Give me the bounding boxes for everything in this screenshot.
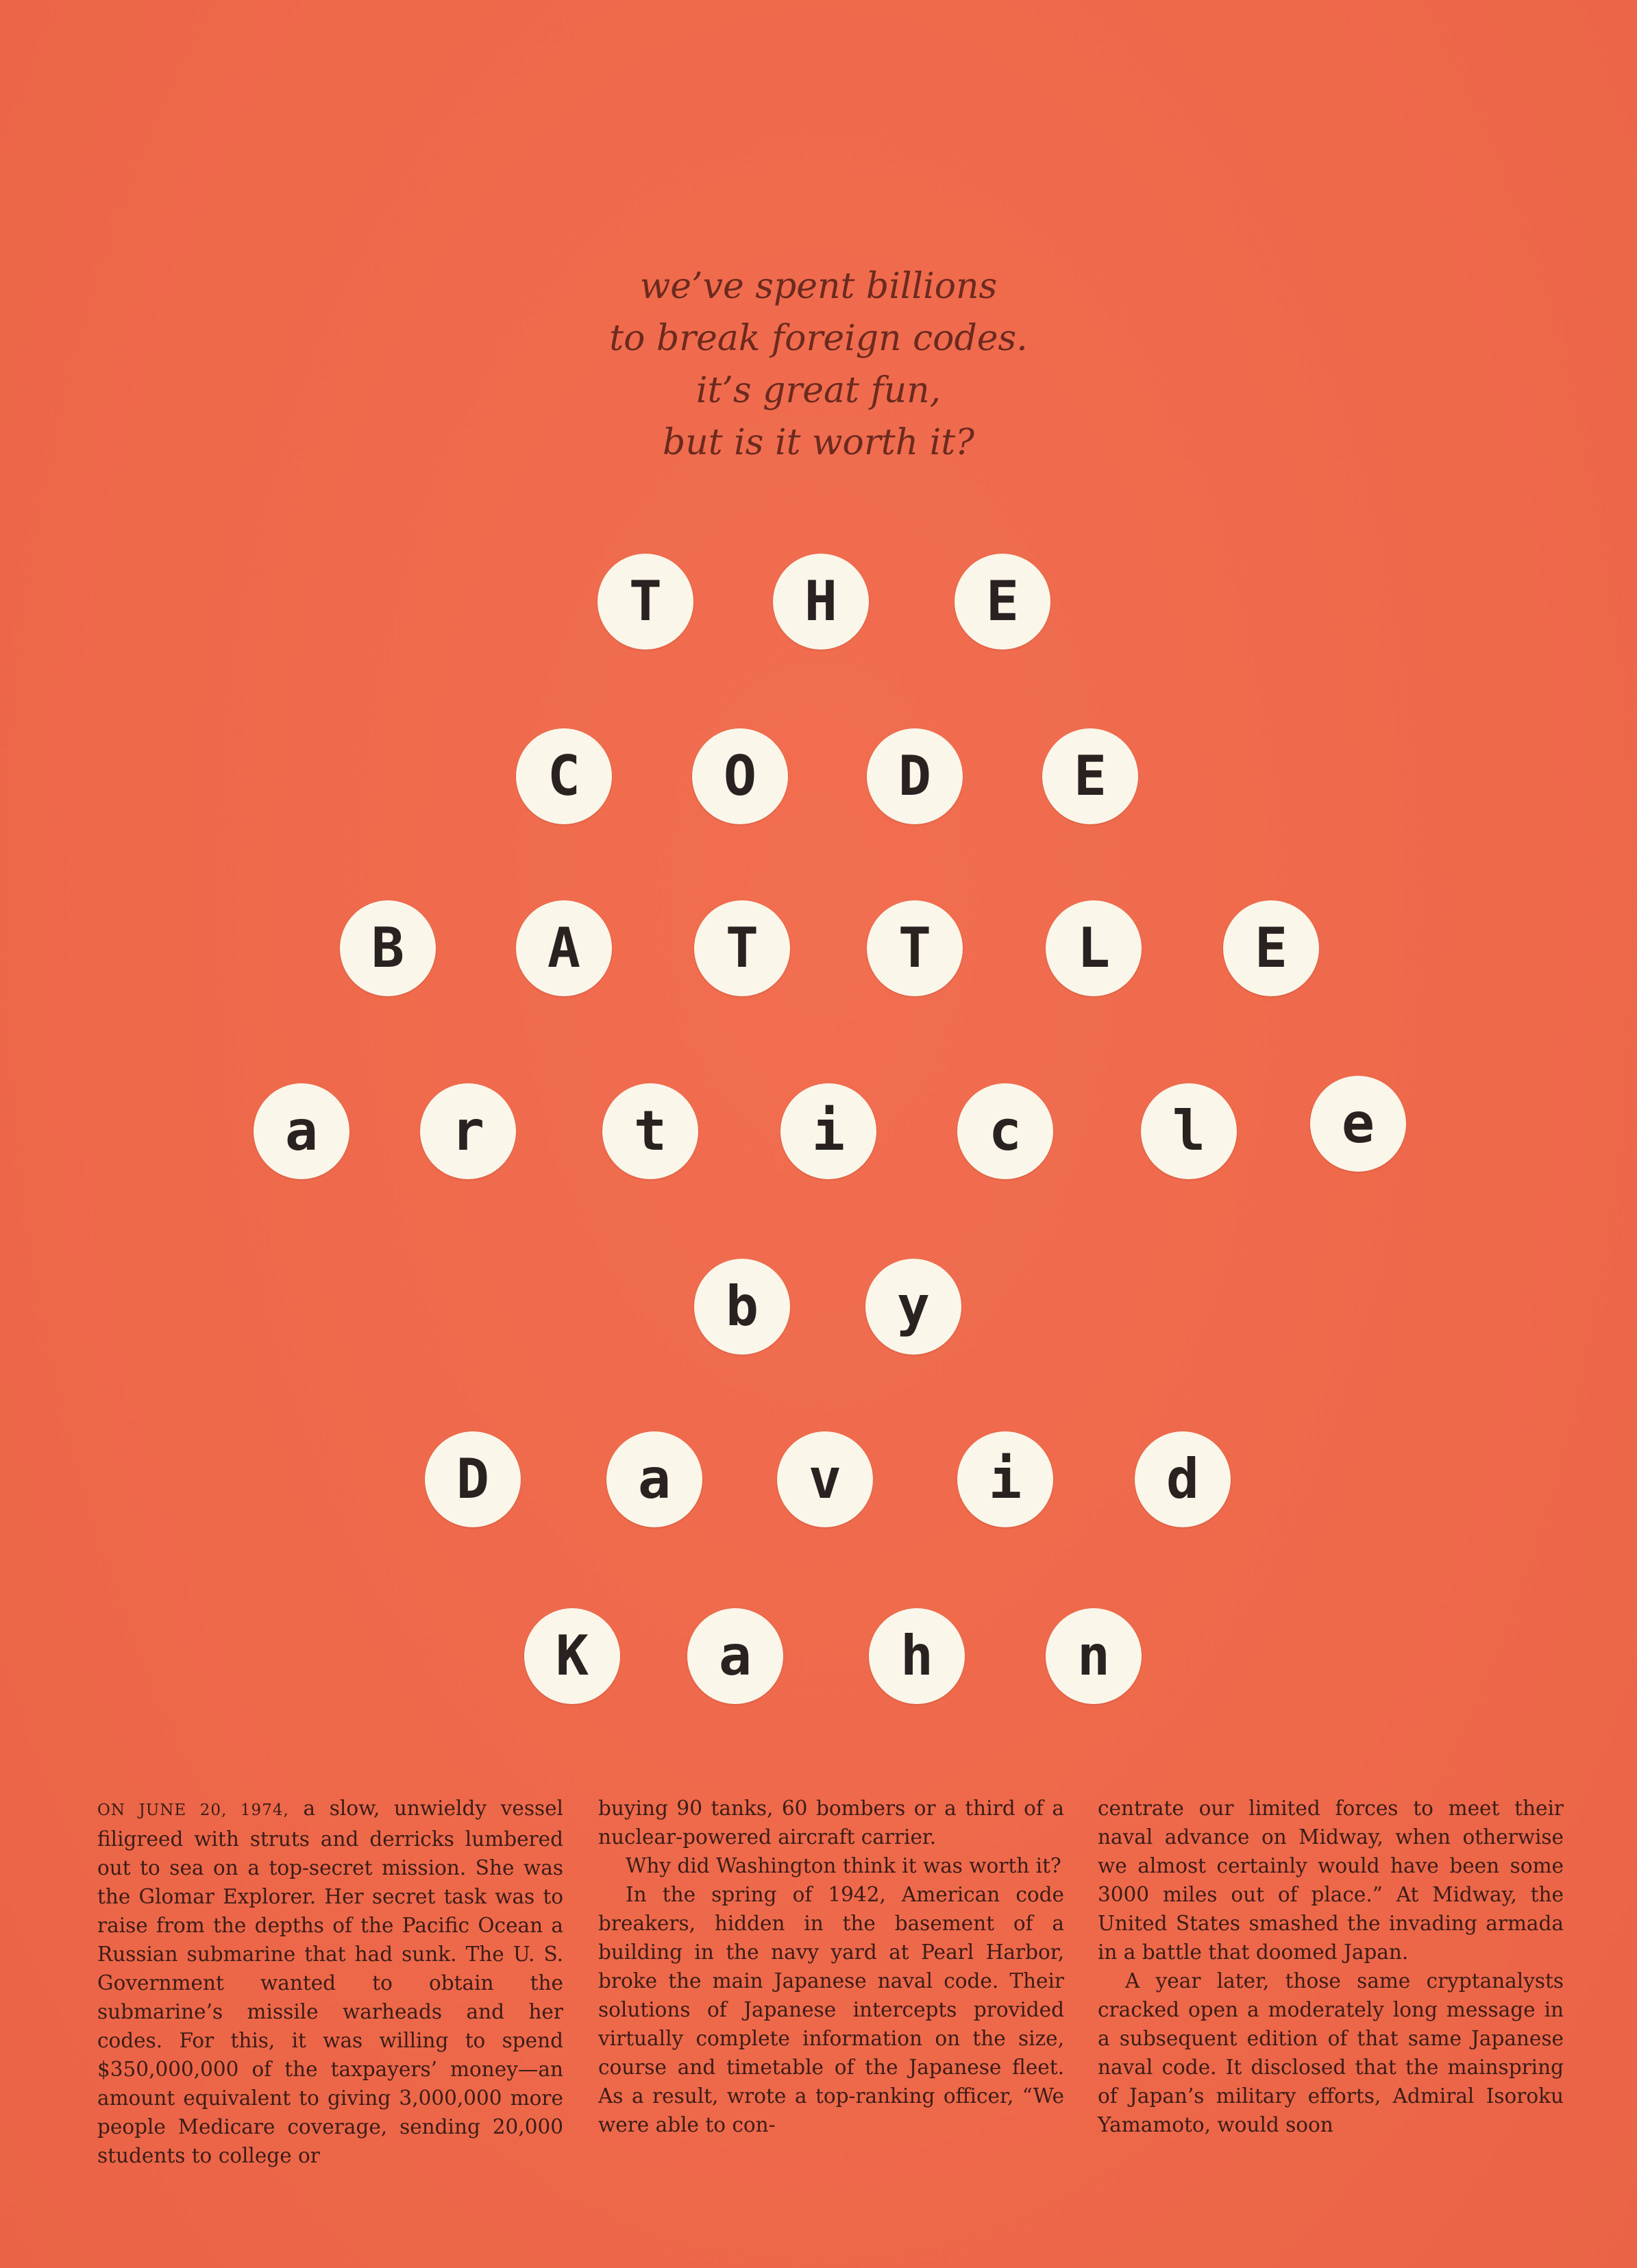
paragraph-text: a slow, unwieldy vessel filigreed with struts and derricks lumbered out to sea on a top-secret mission. She was the Glomar Explorer. Her secret task was to raise from the depths of the Pacific Ocean a Russian submarine that had sunk. The U. S. Government wanted to obtain the submarine’s missile warheads and her codes. For this, it was willing to spend $350,000,000 of the taxpayers’ money—an amount equivalent to giving 3,000,000 more people Medicare coverage, sending 20,000 students to college or — [97, 1797, 563, 2167]
title-letter-disc: D — [867, 728, 963, 824]
title-letter-disc: C — [516, 728, 612, 824]
lead-in: ON JUNE 20, 1974, — [97, 1801, 289, 1819]
title-letter-disc: T — [598, 554, 693, 650]
title-letter-disc: D — [425, 1431, 521, 1527]
deck-headline — [0, 260, 1637, 469]
paragraph — [97, 1794, 563, 2170]
deck-line: to break foreign codes. — [609, 318, 1028, 359]
title-letter-disc: E — [1042, 728, 1138, 824]
paragraph: buying 90 tanks, 60 bombers or a third of a nuclear-powered aircraft carrier. — [598, 1797, 1064, 1849]
title-letter-disc: b — [694, 1259, 790, 1355]
title-letter-disc: v — [777, 1431, 873, 1527]
title-letter-disc: H — [773, 554, 869, 650]
title-letter-disc: h — [869, 1608, 965, 1704]
title-letter-disc: a — [687, 1608, 783, 1704]
title-letter-disc: E — [1223, 900, 1319, 996]
paragraph: Why did Washington think it was worth it? — [626, 1854, 1061, 1877]
deck-line: but is it worth it? — [662, 422, 975, 463]
title-letter-disc: t — [602, 1083, 698, 1179]
title-letter-disc: i — [957, 1431, 1053, 1527]
title-letter-disc: a — [606, 1431, 702, 1527]
title-letter-disc: e — [1310, 1076, 1406, 1172]
title-letter-disc: A — [516, 900, 612, 996]
title-letter-disc: n — [1046, 1608, 1142, 1704]
title-letter-disc: B — [340, 900, 436, 996]
deck-line: we’ve spent billions — [639, 266, 998, 307]
body-column-1 — [97, 1794, 563, 2170]
title-letter-disc: T — [867, 900, 963, 996]
title-letter-disc: c — [957, 1083, 1053, 1179]
paragraph: A year later, those same cryptanalysts cracked open a moderately long message in a subsequent edition of that same Japanese naval code. It disclosed that the mainspring of Japan’s military efforts, Admiral Isoroku Yamamoto, would soon — [1098, 1969, 1564, 2136]
title-letter-disc: i — [780, 1083, 876, 1179]
title-letter-disc: K — [524, 1608, 620, 1704]
body-column-3 — [1098, 1794, 1564, 2139]
deck-line: it’s great fun, — [696, 370, 941, 411]
title-letter-disc: y — [865, 1259, 961, 1355]
title-letter-disc: d — [1135, 1431, 1231, 1527]
title-letter-disc: l — [1141, 1083, 1237, 1179]
title-letter-disc: T — [694, 900, 790, 996]
body-column-2 — [598, 1794, 1064, 2139]
title-letter-disc: E — [955, 554, 1050, 650]
title-letter-disc: a — [254, 1083, 349, 1179]
title-letter-disc: O — [692, 728, 788, 824]
title-letter-disc: L — [1046, 900, 1142, 996]
title-letter-disc: r — [420, 1083, 516, 1179]
paragraph: In the spring of 1942, American code breakers, hidden in the basement of a building in the navy yard at Pearl Harbor, broke the main Japanese naval code. Their solutions of Japanese intercepts provided virtually complete information on the size, course and timetable of the Japanese fleet. As a result, wrote a top-ranking officer, “We were able to con- — [598, 1883, 1064, 2136]
paragraph: centrate our limited forces to meet their naval advance on Midway, when otherwise we almost certainly would have been some 3000 miles out of place.” At Midway, the United States smashed the invading armada in a battle that doomed Japan. — [1098, 1797, 1564, 1964]
